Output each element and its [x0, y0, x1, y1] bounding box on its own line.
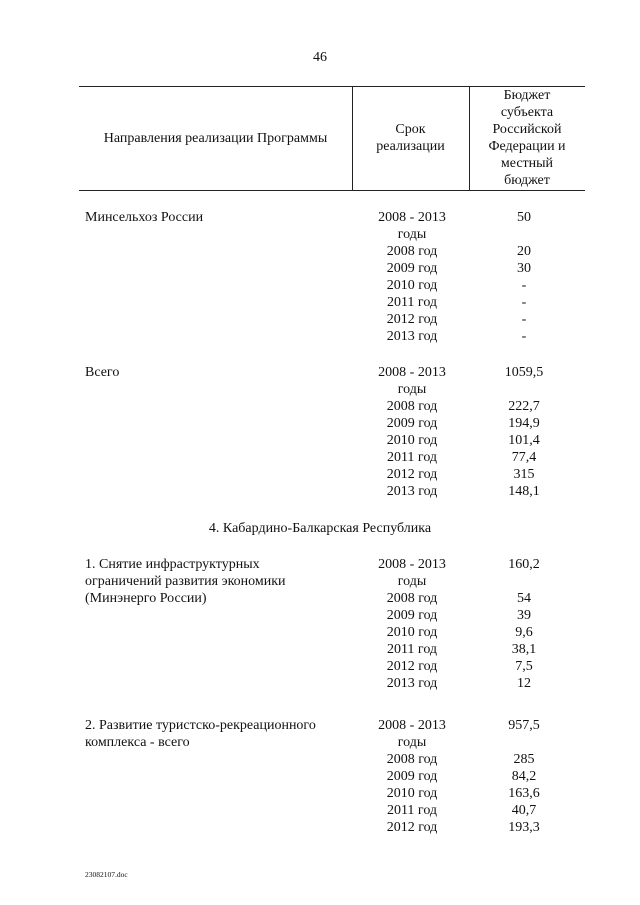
row-period: годы [397, 735, 427, 750]
header-col-budget-line: Федерации и [488, 139, 566, 154]
row-period: 2009 год [386, 769, 438, 784]
row-period: 2009 год [386, 261, 438, 276]
row-value: 193,3 [508, 820, 540, 835]
row-period: 2012 год [386, 820, 438, 835]
footer-filename: 23082107.doc [85, 870, 128, 879]
row-period: 2008 - 2013 [378, 557, 446, 572]
row-value: 1059,5 [504, 365, 544, 380]
row-period: 2009 год [386, 608, 438, 623]
row-period: 2008 год [386, 244, 438, 259]
row-value: 30 [517, 261, 531, 276]
header-col-directions [79, 86, 352, 190]
row-value: 84,2 [511, 769, 537, 784]
row-value: 39 [517, 608, 531, 623]
row-period: 2009 год [386, 416, 438, 431]
header-col-budget-line: Российской [492, 122, 562, 137]
row-period: 2012 год [386, 467, 438, 482]
header-col-budget-line: местный [500, 156, 554, 171]
row-period: 2011 год [386, 803, 438, 818]
row-value: 38,1 [511, 642, 537, 657]
row-period: годы [397, 574, 427, 589]
row-period: 2011 год [386, 450, 438, 465]
row-value: 222,7 [508, 399, 540, 414]
row-value: 40,7 [511, 803, 537, 818]
row-period: 2011 год [386, 642, 438, 657]
row-value: 20 [517, 244, 531, 259]
row-period: 2012 год [386, 659, 438, 674]
header-col-budget [469, 86, 585, 190]
row-direction-line: 1. Снятие инфраструктурных [85, 557, 260, 572]
header-col-budget-line: Бюджет [503, 88, 551, 103]
row-value: 315 [513, 467, 535, 482]
header-col-budget-line: бюджет [504, 173, 550, 188]
header-col-period [352, 86, 469, 190]
row-period: 2012 год [386, 312, 438, 327]
row-period: 2008 год [386, 752, 438, 767]
row-period: 2008 - 2013 [378, 210, 446, 225]
row-value: 160,2 [508, 557, 540, 572]
row-period: 2010 год [386, 786, 438, 801]
header-col-directions-label: Направления реализации Программы [103, 130, 328, 146]
row-period: 2008 год [386, 399, 438, 414]
row-direction-line: комплекса - всего [85, 735, 190, 750]
row-direction-line: ограничений развития экономики [85, 574, 286, 589]
row-period: 2010 год [386, 433, 438, 448]
section-heading: 4. Кабардино-Балкарская Республика [208, 521, 432, 536]
row-value: - [521, 329, 527, 344]
row-value: 50 [517, 210, 531, 225]
row-period: 2008 год [386, 591, 438, 606]
row-period: 2008 - 2013 [378, 718, 446, 733]
row-value: 12 [517, 676, 531, 691]
row-direction-line: 2. Развитие туристско-рекреационного [85, 718, 316, 733]
header-col-budget-line: субъекта [500, 105, 554, 120]
row-value: 957,5 [508, 718, 540, 733]
row-direction-line: Минсельхоз России [85, 210, 204, 225]
row-value: 7,5 [515, 659, 533, 674]
row-value: - [521, 312, 527, 327]
row-period: годы [397, 227, 427, 242]
row-value: 101,4 [508, 433, 540, 448]
row-direction-line: (Минэнерго России) [85, 591, 207, 606]
row-value: 148,1 [508, 484, 540, 499]
row-period: 2013 год [386, 676, 438, 691]
row-direction-line: Всего [85, 365, 120, 380]
row-period: 2013 год [386, 484, 438, 499]
row-value: 9,6 [515, 625, 533, 640]
row-period: 2013 год [386, 329, 438, 344]
row-value: - [521, 278, 527, 293]
row-value: - [521, 295, 527, 310]
row-value: 194,9 [508, 416, 540, 431]
row-period: годы [397, 382, 427, 397]
row-period: 2011 год [386, 295, 438, 310]
row-value: 77,4 [511, 450, 537, 465]
row-period: 2008 - 2013 [378, 365, 446, 380]
row-value: 54 [517, 591, 531, 606]
table-header-bottom-border [79, 190, 585, 191]
row-value: 285 [513, 752, 535, 767]
row-period: 2010 год [386, 625, 438, 640]
header-col-period-line: Срок [395, 122, 426, 137]
header-col-period-line: реализации [376, 139, 445, 154]
page-number: 46 [313, 50, 327, 65]
row-period: 2010 год [386, 278, 438, 293]
row-value: 163,6 [508, 786, 540, 801]
